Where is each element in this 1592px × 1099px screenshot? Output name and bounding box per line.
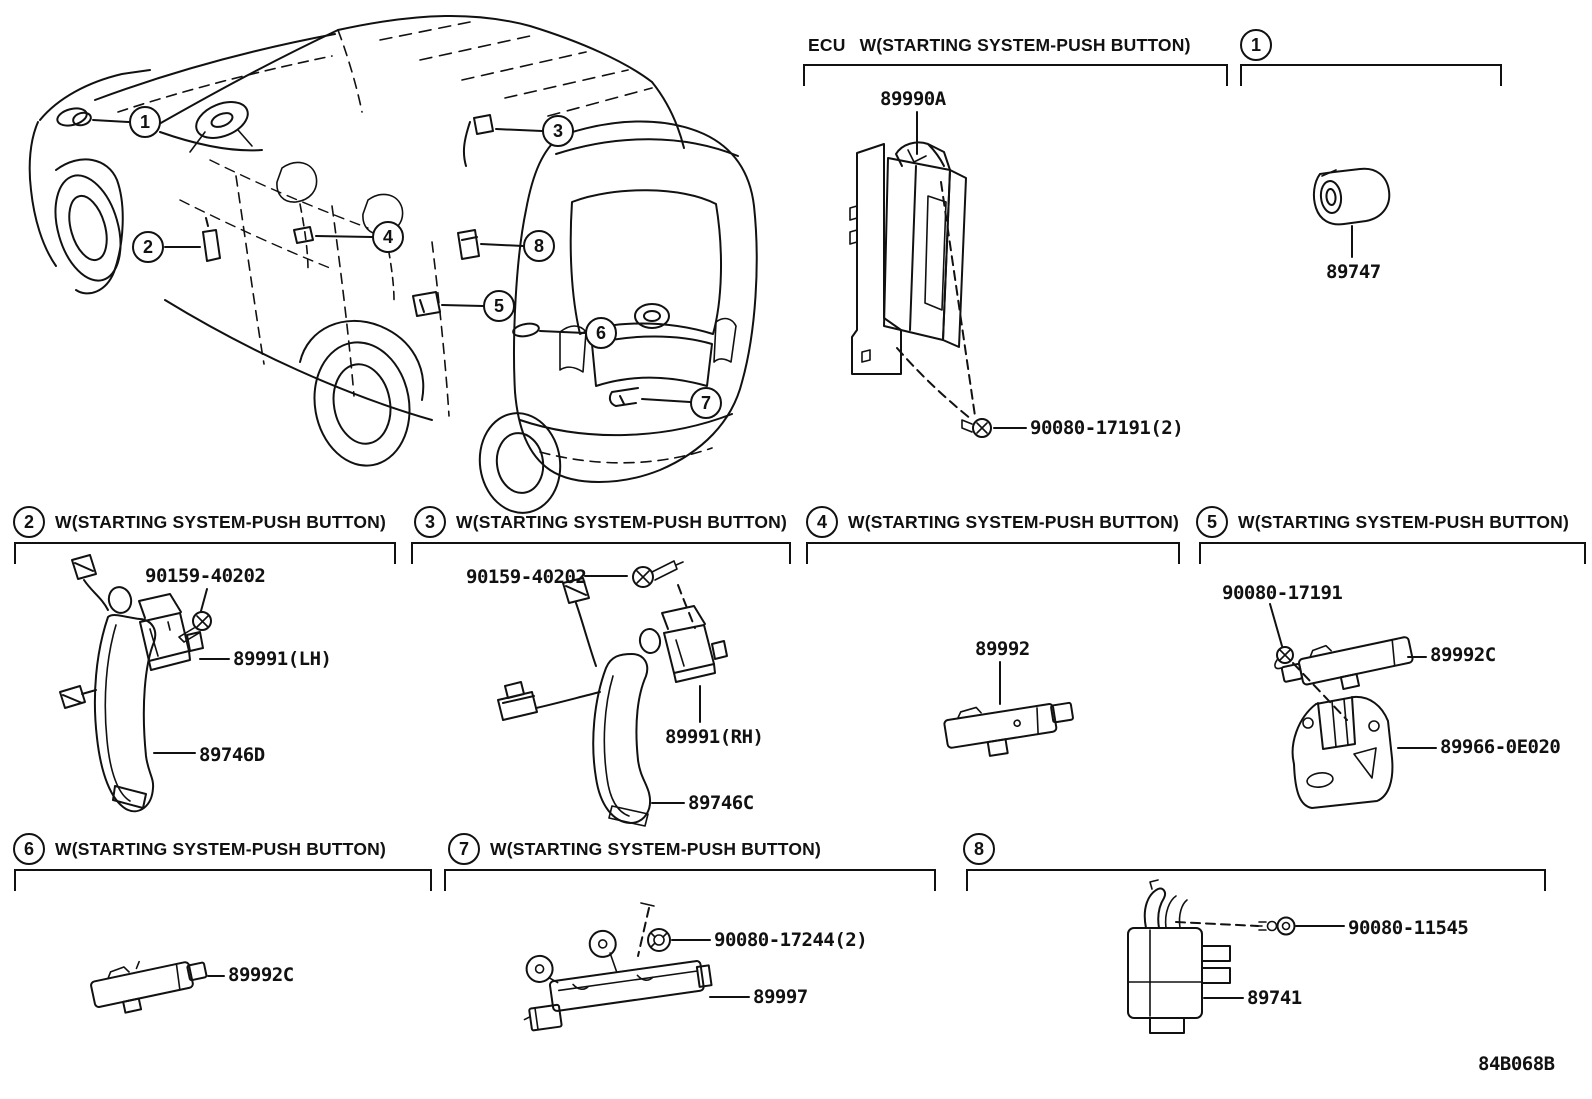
callout-number: 8	[973, 838, 984, 859]
section8-callout[interactable]	[963, 833, 995, 865]
section2-header	[55, 512, 386, 533]
part-label-89992c-s6[interactable]: 89992C	[228, 964, 294, 986]
section2-callout[interactable]	[13, 506, 45, 538]
bracket-89966-drawing	[1293, 697, 1393, 808]
ecu-section-bracket	[803, 64, 1228, 86]
condition-label: W(STARTING SYSTEM-PUSH BUTTON)	[55, 512, 387, 532]
part-label-89992[interactable]: 89992	[975, 638, 1030, 660]
condition-label: W(STARTING SYSTEM-PUSH BUTTON)	[1238, 512, 1570, 532]
car-callout-3[interactable]	[542, 115, 574, 147]
section1-callout[interactable]	[1240, 29, 1272, 61]
callout-number: 3	[424, 511, 435, 532]
condition-label: W(STARTING SYSTEM-PUSH BUTTON)	[55, 839, 387, 859]
car-callout-6[interactable]	[585, 317, 617, 349]
car-callout-8[interactable]	[523, 230, 555, 262]
section5-header	[1238, 512, 1569, 533]
callout-number: 8	[533, 235, 544, 256]
section4-art	[943, 662, 1077, 762]
part-label-90159-40202-rh[interactable]: 90159-40202	[466, 566, 587, 588]
section5-art	[1270, 604, 1436, 808]
car-callout-4[interactable]	[372, 221, 404, 253]
callout-number: 2	[23, 511, 34, 532]
car-callout-1[interactable]	[129, 106, 161, 138]
part-label-89997[interactable]: 89997	[753, 986, 808, 1008]
part-label-89990a[interactable]: 89990A	[880, 88, 946, 110]
callout-number: 1	[139, 111, 150, 132]
ecu-section-header	[808, 35, 1191, 56]
callout-number: 5	[1206, 511, 1217, 532]
section6-header	[55, 839, 386, 860]
part-label-89966-0e020[interactable]: 89966-0E020	[1440, 736, 1561, 758]
part-label-90080-17191[interactable]: 90080-17191	[1222, 582, 1343, 604]
part-label-90159-40202-lh[interactable]: 90159-40202	[145, 565, 266, 587]
diagram-code: 84B068B	[1478, 1053, 1555, 1075]
section4-bracket	[806, 542, 1180, 564]
callout-number: 7	[700, 392, 711, 413]
section8-art	[1128, 880, 1344, 1033]
ecu-module-drawing	[850, 142, 966, 374]
section2-art	[60, 555, 229, 811]
antenna-89992c-drawing	[1279, 629, 1416, 701]
callout-number: 3	[552, 120, 563, 141]
antenna-89997-drawing	[514, 917, 715, 1032]
callout-number: 1	[1250, 34, 1261, 55]
section6-bracket	[14, 869, 432, 891]
section3-header	[456, 512, 787, 533]
antenna-89992-drawing	[943, 693, 1077, 762]
part-label-90080-11545[interactable]: 90080-11545	[1348, 917, 1469, 939]
section6-callout[interactable]	[13, 833, 45, 865]
part-label-90080-17244-2[interactable]: 90080-17244(2)	[714, 929, 868, 951]
ecu-condition-label: W(STARTING SYSTEM-PUSH BUTTON)	[859, 35, 1191, 55]
car-callout-5[interactable]	[483, 290, 515, 322]
part-label-89741[interactable]: 89741	[1247, 987, 1302, 1009]
section7-header	[490, 839, 821, 860]
wire-89746c-drawing	[498, 578, 662, 826]
car-callout-7[interactable]	[690, 387, 722, 419]
condition-label: W(STARTING SYSTEM-PUSH BUTTON)	[456, 512, 788, 532]
condition-label: W(STARTING SYSTEM-PUSH BUTTON)	[848, 512, 1180, 532]
section3-callout[interactable]	[414, 506, 446, 538]
callout-number: 6	[595, 322, 606, 343]
bolt-drawing	[1256, 918, 1295, 935]
section2-bracket	[14, 542, 396, 564]
section8-bracket	[966, 869, 1546, 891]
car-callout-leaders	[72, 111, 690, 406]
car-illustration	[30, 16, 757, 518]
ecu-label: ECU	[808, 35, 846, 55]
part-label-89991-rh[interactable]: 89991(RH)	[665, 726, 764, 748]
section5-bracket	[1199, 542, 1586, 564]
section3-art	[498, 561, 727, 826]
section7-art	[514, 903, 749, 1031]
callout-number: 2	[142, 236, 153, 257]
part-label-89746d[interactable]: 89746D	[199, 744, 265, 766]
relay-89741-drawing	[1128, 880, 1230, 1033]
section7-bracket	[444, 869, 936, 891]
nut-drawing	[648, 929, 670, 951]
car-callout-2[interactable]	[132, 231, 164, 263]
part-label-89746c[interactable]: 89746C	[688, 792, 754, 814]
section4-callout[interactable]	[806, 506, 838, 538]
callout-number: 4	[382, 226, 393, 247]
part-label-89747[interactable]: 89747	[1326, 261, 1381, 283]
screw-drawing-s3	[633, 561, 683, 587]
section5-callout[interactable]	[1196, 506, 1228, 538]
section3-bracket	[411, 542, 791, 564]
wire-89746d-drawing	[60, 555, 155, 811]
section7-callout[interactable]	[448, 833, 480, 865]
condition-label: W(STARTING SYSTEM-PUSH BUTTON)	[490, 839, 822, 859]
callout-number: 7	[458, 838, 469, 859]
callout-number: 6	[23, 838, 34, 859]
section4-header	[848, 512, 1179, 533]
antenna-89992c-2-drawing	[88, 949, 210, 1019]
section1-art	[1314, 169, 1389, 257]
transmitter-rh-drawing	[662, 606, 727, 682]
part-label-89991-lh[interactable]: 89991(LH)	[233, 648, 332, 670]
ecu-screw-drawing	[962, 419, 991, 437]
part-label-90080-17191-2[interactable]: 90080-17191(2)	[1030, 417, 1184, 439]
callout-number: 4	[816, 511, 827, 532]
part-label-89992c-s5[interactable]: 89992C	[1430, 644, 1496, 666]
section1-bracket	[1240, 64, 1502, 86]
section6-art	[88, 949, 224, 1019]
callout-number: 5	[493, 295, 504, 316]
ecu-section-art	[850, 112, 1026, 437]
